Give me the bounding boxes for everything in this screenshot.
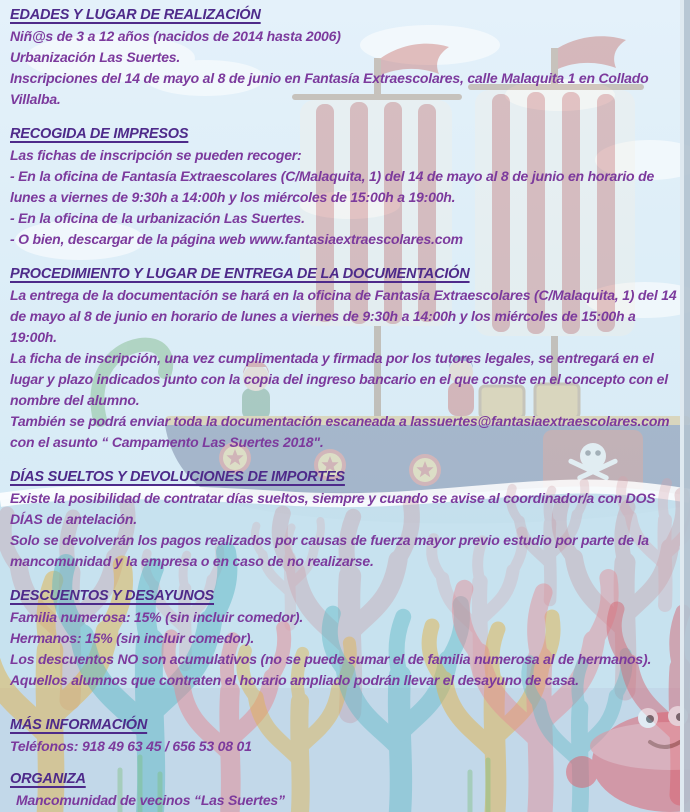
paragraph: Los descuentos NO son acumulativos (no se puede sumar el de familia numerosa al de hermanos). [10,651,652,667]
section-heading: MÁS INFORMACIÓN [10,717,148,733]
paragraph: La ficha de inscripción, una vez cumplimentada y firmada por los tutores legales, se entregará en el lugar y plazo indicados junto con la copia del ingreso bancario en el que conste en el concepto con el nombre del alumno. [10,350,668,408]
paragraph: Inscripciones del 14 de mayo al 8 de junio en Fantasía Extraescolares, calle Malaquita 1 en Collado Villalba. [10,70,649,107]
section-organiza [10,769,682,811]
paragraph: También se podrá enviar toda la documentación escaneada a lassuertes@fantasiaextraescolares.com con el asunto “ Campamento Las Suertes 2018". [10,413,670,450]
section-heading: DESCUENTOS Y DESAYUNOS [10,588,215,604]
section-mas-informacion [10,715,682,757]
section-heading: RECOGIDA DE IMPRESOS [10,126,189,142]
paragraph: La entrega de la documentación se hará en la oficina de Fantasía Extraescolares (C/Malaquita, 1) del 14 de mayo al 8 de junio en horario de lunes a viernes de 9:30h a 14:00h y los miércoles de 15:00h a 19:00h. [10,287,677,345]
paragraph: Mancomunidad de vecinos “Las Suertes” [16,792,285,808]
section-heading: DÍAS SUELTOS Y DEVOLUCIONES DE IMPORTES [10,469,345,485]
section-dias-sueltos [10,467,682,572]
paragraph: Hermanos: 15% (sin incluir comedor). [10,630,255,646]
paragraph: - O bien, descargar de la página web www.fantasiaextraescolares.com [10,231,463,247]
section-heading: ORGANIZA [10,771,86,787]
paragraph: Aquellos alumnos que contraten el horario ampliado podrán llevar el desayuno de casa. [10,672,579,688]
section-edades [10,5,682,110]
paragraph: - En la oficina de la urbanización Las Suertes. [10,210,305,226]
paragraph: Familia numerosa: 15% (sin incluir comedor). [10,609,304,625]
paragraph: Teléfonos: 918 49 63 45 / 656 53 08 01 [10,738,252,754]
paragraph: - En la oficina de Fantasía Extraescolares (C/Malaquita, 1) del 14 de mayo al 8 de junio en horario de lunes a viernes de 9:30h a 14:00h y los miércoles de 15:00h a 19:00h. [10,168,655,205]
paragraph: Solo se devolverán los pagos realizados por causas de fuerza mayor previo estudio por parte de la mancomunidad y la empresa o en caso de no realizarse. [10,532,649,569]
paragraph: Las fichas de inscripción se pueden recoger: [10,147,302,163]
paragraph: Existe la posibilidad de contratar días sueltos, siempre y cuando se avise al coordinador/a con DOS DÍAS de antelación. [10,490,656,527]
section-descuentos [10,586,682,691]
section-heading: EDADES Y LUGAR DE REALIZACIÓN [10,7,261,23]
section-recogida [10,124,682,250]
paragraph: Niñ@s de 3 a 12 años (nacidos de 2014 hasta 2006) [10,28,341,44]
paragraph: Urbanización Las Suertes. [10,49,181,65]
section-procedimiento [10,264,682,453]
section-heading: PROCEDIMIENTO Y LUGAR DE ENTREGA DE LA DOCUMENTACIÓN [10,266,470,282]
